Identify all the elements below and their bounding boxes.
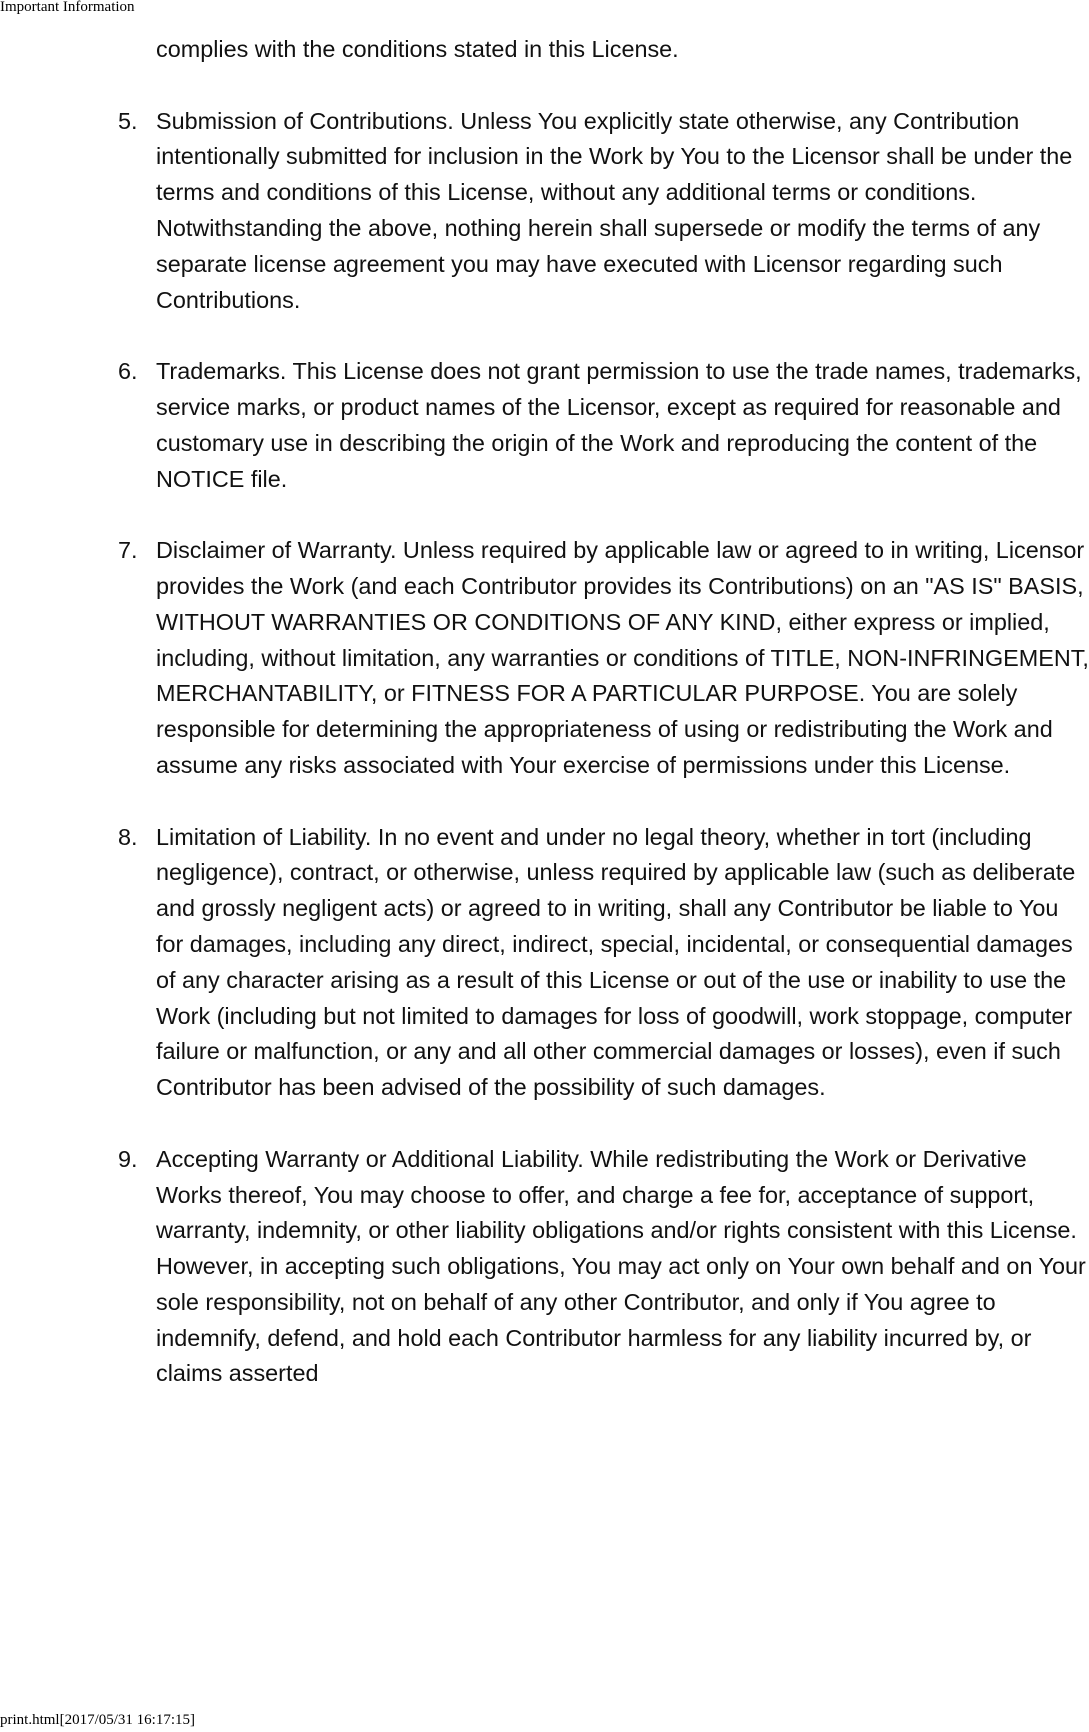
continuation-paragraph [0,32,1089,68]
print-footer-source: print.html[2017/05/31 16:17:15] [0,1712,195,1728]
continuation-text: complies with the conditions stated in this License. [156,36,679,62]
section-number: 9. [118,1145,138,1172]
section-text: Disclaimer of Warranty. Unless required by applicable law or agreed to in writing, Licensor provides the Work (and each Contributor provides its Contributions) on an "AS IS" BASIS, WITHOUT WARRANTIES OR CONDITIONS OF ANY KIND, either express or implied, including, without limitation, any warranties or conditions of TITLE, NON-INFRINGEMENT, MERCHANTABILITY, or FITNESS FOR A PARTICULAR PURPOSE. You are solely responsible for determining the appropriateness of using or redistributing the Work and assume any risks associated with Your exercise of permissions under this License. [156,537,1089,778]
section-number: 7. [118,537,138,564]
license-section-6 [0,354,1089,497]
license-content [0,32,1089,1428]
section-text: Accepting Warranty or Additional Liability. While redistributing the Work or Derivative Works thereof, You may choose to offer, and charge a fee for, acceptance of support, warranty, indemnity, or other liability obligations and/or rights consistent with this License. However, in accepting such obligations, You may act only on Your own behalf and on Your sole responsibility, not on behalf of any other Contributor, and only if You agree to indemnify, defend, and hold each Contributor harmless for any liability incurred by, or claims asserted [156,1145,1086,1387]
section-text: Limitation of Liability. In no event and under no legal theory, whether in tort (including negligence), contract, or otherwise, unless required by applicable law (such as deliberate and grossly negligent acts) or agreed to in writing, shall any Contributor be liable to You for damages, including any direct, indirect, special, incidental, or consequential damages of any character arising as a result of this License or out of the use or inability to use the Work (including but not limited to damages for loss of goodwill, work stoppage, computer failure or malfunction, or any and all other commercial damages or losses), even if such Contributor has been advised of the possibility of such damages. [156,823,1076,1101]
section-number: 6. [118,358,138,385]
section-number: 8. [118,823,138,850]
license-section-5 [0,104,1089,319]
license-section-8 [0,820,1089,1106]
license-section-7 [0,533,1089,784]
print-header-title: Important Information [0,0,135,15]
section-text: Trademarks. This License does not grant permission to use the trade names, trademarks, service marks, or product names of the Licensor, except as required for reasonable and customary use in describing the origin of the Work and reproducing the content of the NOTICE file. [156,358,1082,492]
section-text: Submission of Contributions. Unless You explicitly state otherwise, any Contribution intentionally submitted for inclusion in the Work by You to the Licensor shall be under the terms and conditions of this License, without any additional terms or conditions. Notwithstanding the above, nothing herein shall supersede or modify the terms of any separate license agreement you may have executed with Licensor regarding such Contributions. [156,107,1073,313]
section-number: 5. [118,107,138,134]
license-section-9 [0,1142,1089,1393]
